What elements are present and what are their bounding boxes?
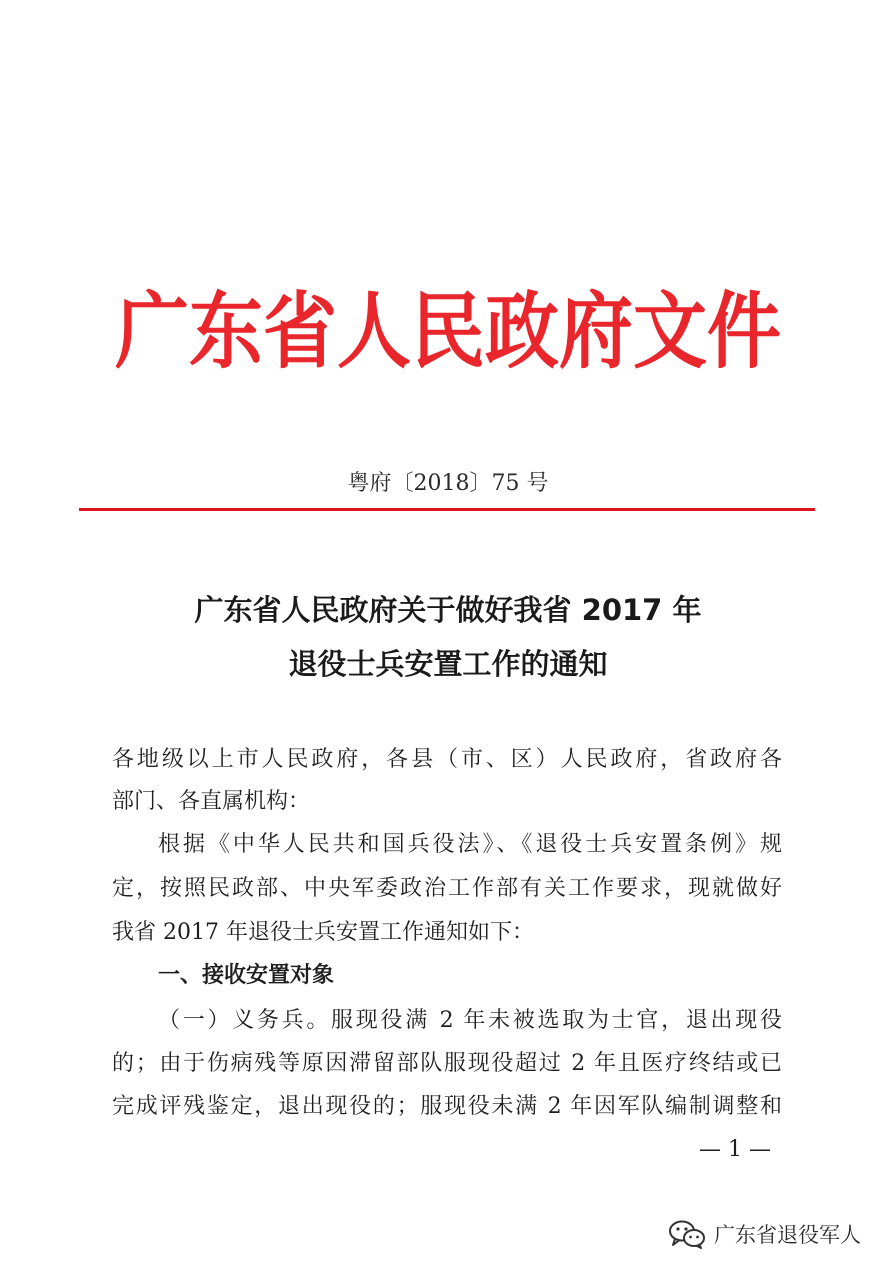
addressee-line-1: 各地级以上市人民政府，各县（市、区）人民政府，省政府各 bbox=[112, 747, 782, 772]
document-masthead: 广东省人民政府文件 bbox=[115, 283, 781, 381]
section-heading: 一、接收安置对象 bbox=[158, 963, 335, 988]
wechat-watermark bbox=[668, 1214, 861, 1254]
body-paragraph-line: （一）义务兵。服现役满 2 年未被选取为士官，退出现役 bbox=[158, 1008, 782, 1033]
red-separator-line bbox=[79, 508, 815, 511]
page-number: — 1 — bbox=[699, 1137, 771, 1162]
wechat-icon bbox=[668, 1219, 706, 1249]
body-paragraph-line: 根据《中华人民共和国兵役法》、《退役士兵安置条例》规 bbox=[158, 832, 782, 857]
body-paragraph-line: 完成评残鉴定，退出现役的；服现役未满 2 年因军队编制调整和 bbox=[112, 1094, 782, 1119]
addressee-line-2: 部门、各直属机构： bbox=[112, 789, 311, 814]
body-paragraph-line: 我省 2017 年退役士兵安置工作通知如下： bbox=[112, 920, 534, 945]
document-title-line-2: 退役士兵安置工作的通知 bbox=[288, 647, 608, 681]
body-paragraph-line: 定，按照民政部、中央军委政治工作部有关工作要求，现就做好 bbox=[112, 876, 782, 901]
document-number: 粤府〔2018〕75 号 bbox=[347, 471, 549, 496]
watermark-text: 广东省退役军人 bbox=[714, 1223, 861, 1247]
document-title-line-1: 广东省人民政府关于做好我省 2017 年 bbox=[194, 593, 702, 627]
body-paragraph-line: 的；由于伤病残等原因滞留部队服现役超过 2 年且医疗终结或已 bbox=[112, 1051, 782, 1076]
